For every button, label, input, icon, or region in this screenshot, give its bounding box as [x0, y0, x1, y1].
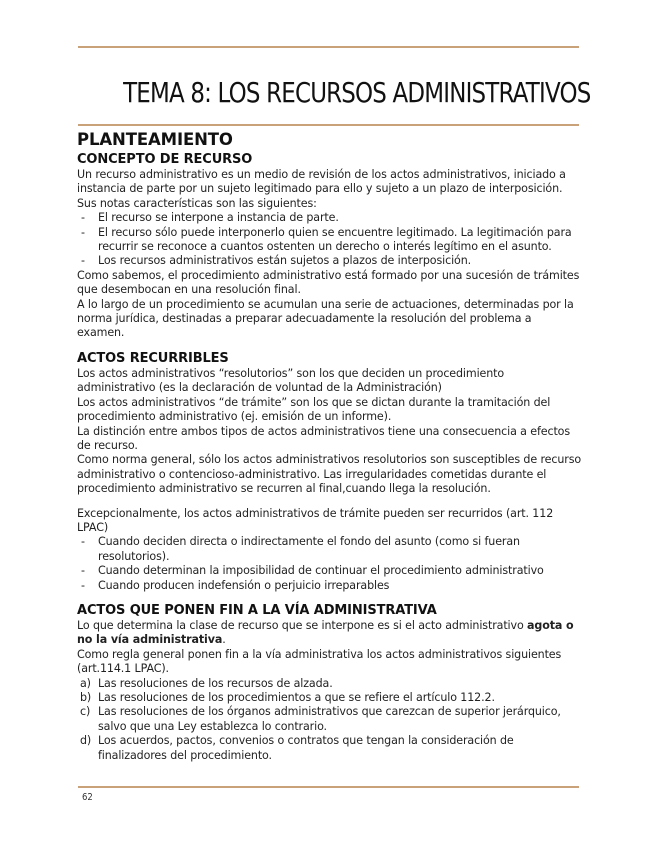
recurribles-paragraph-4: Como norma general, sólo los actos administrativos resolutorios son susceptibles de recurso administrativo o contencioso-administrativo. Las irregularidades cometidas durante el procedimiento administrativo se recurren al final,cuando llega la resolución.: [77, 453, 582, 496]
bullet-marker: -: [81, 211, 85, 225]
concepto-paragraph-3: Como sabemos, el procedimiento administrativo está formado por una sucesión de trámites que desembocan en una resolución final.: [77, 268, 580, 297]
list-item: [77, 705, 582, 734]
concepto-heading: CONCEPTO DE RECURSO: [77, 152, 253, 167]
recurribles-heading: ACTOS RECURRIBLES: [77, 350, 229, 366]
bullet-marker: -: [81, 564, 85, 578]
fin-via-emphasis: agota o no la vía administrativa: [77, 618, 574, 647]
recurribles-bullet-list: [77, 535, 582, 593]
list-item-text: El recurso se interpone a instancia de parte.: [98, 211, 339, 225]
list-item: [77, 691, 582, 705]
list-item: [77, 579, 582, 593]
fin-via-paragraph-2: Como regla general ponen fin a la vía administrativa los actos administrativos siguientes (art.114.1 LPAC).: [77, 647, 562, 676]
list-item-text: Cuando deciden directa o indirectamente el fondo del asunto (como si fueran resolutorios).: [98, 535, 520, 563]
concepto-paragraph-4: A lo largo de un procedimiento se acumulan una serie de actuaciones, determinadas por la norma jurídica, destinadas a preparar adecuadamente la resolución del problema a examen.: [77, 297, 574, 340]
bullet-marker: -: [81, 225, 85, 239]
list-item: [77, 677, 582, 691]
list-item: [77, 535, 582, 564]
list-item-text: Las resoluciones de los órganos administrativos que carezcan de superior jerárquico, salvo que una Ley establezca lo contrario.: [98, 705, 561, 733]
document-body: [77, 130, 582, 763]
fin-via-text-end: .: [222, 633, 226, 647]
list-item-text: El recurso sólo puede interponerlo quien se encuentre legitimado. La legitimación para recurrir se reconoce a cuantos ostenten un derecho o interés legítimo en el asunto.: [98, 225, 572, 254]
list-item: [77, 211, 582, 225]
list-marker: c): [80, 705, 91, 719]
fin-via-heading: ACTOS QUE PONEN FIN A LA VÍA ADMINISTRATIVA: [77, 602, 437, 618]
list-item-text: Las resoluciones de los recursos de alzada.: [98, 676, 333, 690]
list-item: [77, 226, 582, 255]
list-marker: a): [80, 676, 91, 690]
list-item: [77, 254, 582, 268]
concepto-paragraph-1: Un recurso administrativo es un medio de revisión de los actos administrativos, iniciado a instancia de parte por un sujeto legitimado para ello y sujeto a un plazo de interposición.: [77, 168, 566, 196]
section-title: PLANTEAMIENTO: [77, 130, 233, 149]
list-marker: b): [80, 691, 92, 704]
top-rule: [78, 46, 579, 48]
list-item: [77, 734, 582, 763]
list-item: [77, 564, 582, 578]
footer-rule: [78, 786, 579, 788]
bullet-marker: -: [81, 535, 85, 549]
page-number: 62: [82, 792, 93, 803]
list-item-text: Los acuerdos, pactos, convenios o contratos que tengan la consideración de finalizadores del procedimiento.: [98, 734, 514, 762]
page-title: TEMA 8: LOS RECURSOS ADMINISTRATIVOS: [123, 76, 591, 109]
fin-via-text: Lo que determina la clase de recurso que se interpone es si el acto administrativo: [77, 618, 528, 632]
recurribles-paragraph-1: Los actos administrativos “resolutorios” son los que deciden un procedimiento administrativo (es la declaración de voluntad de la Administración): [77, 366, 505, 395]
bullet-marker: -: [81, 254, 85, 268]
paragraph-gap: [77, 497, 582, 507]
list-marker: d): [80, 734, 92, 748]
title-underline: [78, 124, 579, 126]
list-item-text: Cuando determinan la imposibilidad de continuar el procedimiento administrativo: [98, 564, 544, 578]
list-item-text: Las resoluciones de los procedimientos a que se refiere el artículo 112.2.: [98, 691, 495, 704]
fin-via-paragraph-1: [77, 619, 582, 648]
recurribles-paragraph-5: Excepcionalmente, los actos administrativos de trámite pueden ser recurridos (art. 112 LPAC): [77, 506, 554, 534]
recurribles-paragraph-2: Los actos administrativos “de trámite” son los que se dictan durante la tramitación del procedimiento administrativo (ej. emisión de un informe).: [77, 395, 551, 424]
bullet-marker: -: [81, 578, 85, 592]
list-item-text: Los recursos administrativos están sujetos a plazos de interposición.: [98, 254, 472, 268]
list-item-text: Cuando producen indefensión o perjuicio irreparables: [98, 578, 390, 592]
concepto-bullet-list: [77, 211, 582, 269]
fin-via-ordered-list: [77, 677, 582, 763]
concepto-paragraph-2: Sus notas características son las siguientes:: [77, 196, 317, 210]
recurribles-paragraph-3: La distinción entre ambos tipos de actos administrativos tiene una consecuencia a efectos de recurso.: [77, 424, 570, 452]
